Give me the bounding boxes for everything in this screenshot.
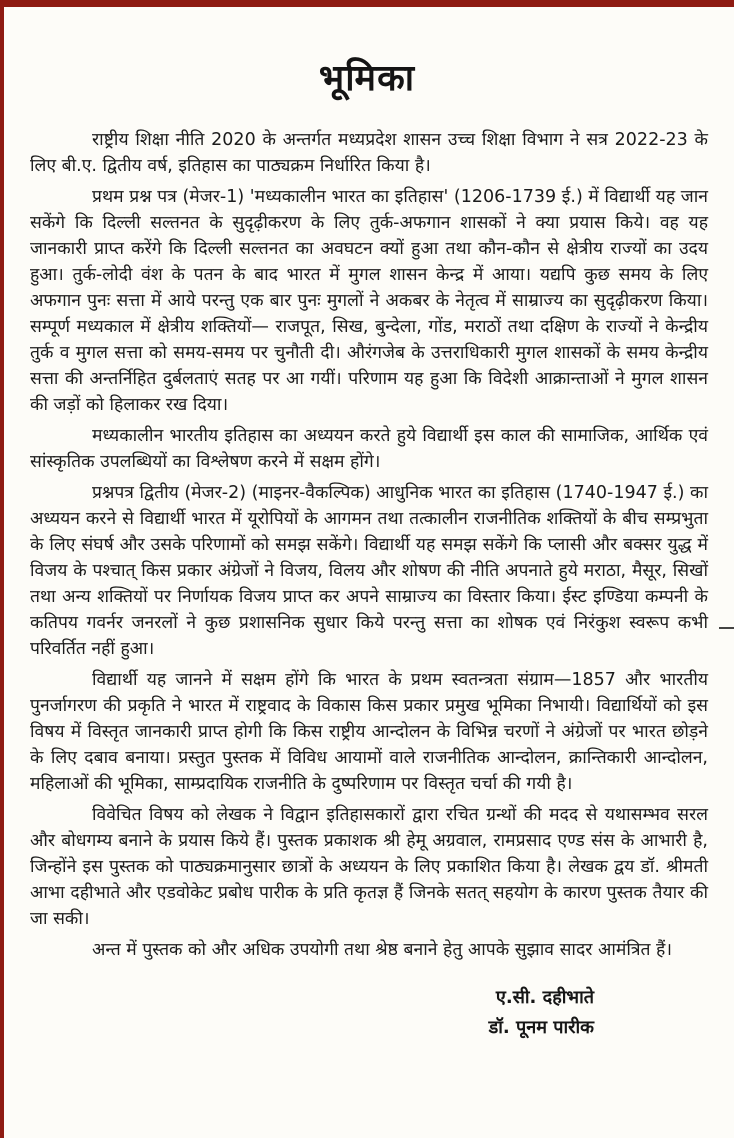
preface-paragraph-1: राष्ट्रीय शिक्षा नीति 2020 के अन्तर्गत मध्यप्रदेश शासन उच्च शिक्षा विभाग ने सत्र 2022-23 के लिए बी.ए. द्वितीय वर्ष, इतिहास का पाठ्यक्रम निर्धारित किया है। [30,130,708,176]
signature-author-2: डॉ. पूनम पारीक [488,1017,594,1038]
preface-paragraph-2: प्रथम प्रश्न पत्र (मेजर-1) 'मध्यकालीन भारत का इतिहास' (1206-1739 ई.) में विद्यार्थी यह जान सकेंगे कि दिल्ली सल्तनत के सुदृढ़ीकरण के लिए तुर्क-अफगान शासकों ने क्या प्रयास किये। वह यह जानकारी प्राप्त करेंगे कि दिल्ली सल्तनत का अवघटन क्यों हुआ तथा कौन-कौन से क्षेत्रीय राज्यों का उदय हुआ। तुर्क-लोदी वंश के पतन के बाद भारत में मुगल शासन केन्द्र में आया। यद्यपि कुछ समय के लिए अफगान पुनः सत्ता में आये परन्तु एक बार पुनः मुगलों ने अकबर के नेतृत्व में साम्राज्य का सुदृढ़ीकरण किया। सम्पूर्ण मध्यकाल में क्षेत्रीय शक्तियों— राजपूत, सिख, बुन्देला, गोंड, मराठों तथा दक्षिण के राज्यों ने केन्द्रीय तुर्क व मुगल सत्ता को समय-समय पर चुनौती दी। औरंगजेब के उत्तराधिकारी मुगल शासकों के समय केन्द्रीय सत्ता की अन्तर्निहित दुर्बलताएं सतह पर आ गयीं। परिणाम यह हुआ कि विदेशी आक्रान्ताओं ने मुगल शासन की जड़ों को हिलाकर रख दिया। [30,187,708,415]
author-signatures [0,983,734,1043]
page-title: भूमिका [318,58,416,99]
page-top-binding-edge [0,0,734,7]
preface-paragraph-3: मध्यकालीन भारतीय इतिहास का अध्ययन करते हुये विद्यार्थी इस काल की सामाजिक, आर्थिक एवं सांस्कृतिक उपलब्धियों का विश्लेषण करने में सक्षम होंगे। [30,426,708,472]
preface-body [0,127,734,963]
signature-author-1: ए.सी. दहीभाते [495,987,594,1008]
preface-paragraph-4: प्रश्नपत्र द्वितीय (मेजर-2) (माइनर-वैकल्पिक) आधुनिक भारत का इतिहास (1740-1947 ई.) का अध्ययन करने से विद्यार्थी भारत में यूरोपियों के आगमन तथा तत्कालीन राजनीतिक शक्तियों के बीच सम्प्रभुता के लिए संघर्ष और उसके परिणामों को समझ सकेंगे। विद्यार्थी यह समझ सकेंगे कि प्लासी और बक्सर युद्ध में विजय के पश्चात् किस प्रकार अंग्रेजों ने विजय, विलय और शोषण की नीति अपनाते हुये मराठा, मैसूर, सिखों तथा अन्य शक्तियों पर निर्णायक विजय प्राप्त कर अपने साम्राज्य का विस्तार किया। ईस्ट इण्डिया कम्पनी के कतिपय गवर्नर जनरलों ने कुछ प्रशासनिक सुधार किये परन्तु सत्ता का शोषक एवं निरंकुश स्वरूप कभी परिवर्तित नहीं हुआ। [30,483,708,659]
preface-paragraph-7: अन्त में पुस्तक को और अधिक उपयोगी तथा श्रेष्ठ बनाने हेतु आपके सुझाव सादर आमंत्रित हैं। [92,940,672,960]
right-margin-dash [719,627,734,629]
preface-paragraph-5: विद्यार्थी यह जानने में सक्षम होंगे कि भारत के प्रथम स्वतन्त्रता संग्राम—1857 और भारतीय पुनर्जागरण की प्रकृति ने भारत में राष्ट्रवाद के विकास किस प्रकार प्रमुख भूमिका निभायी। विद्यार्थियों को इस विषय में विस्तृत जानकारी प्राप्त होगी कि किस राष्ट्रीय आन्दोलन के विभिन्न चरणों ने अंग्रेजों पर भारत छोड़ने के लिए दबाव बनाया। प्रस्तुत पुस्तक में विविध आयामों वाले राजनीतिक आन्दोलन, क्रान्तिकारी आन्दोलन, महिलाओं की भूमिका, साम्प्रदायिक राजनीति के दुष्परिणाम पर विस्तृत चर्चा की गयी है। [30,670,708,794]
preface-paragraph-6: विवेचित विषय को लेखक ने विद्वान इतिहासकारों द्वारा रचित ग्रन्थों की मदद से यथासम्भव सरल और बोधगम्य बनाने के प्रयास किये हैं। पुस्तक प्रकाशक श्री हेमू अग्रवाल, रामप्रसाद एण्ड संस के आभारी है, जिन्होंने इस पुस्तक को पाठ्यक्रमानुसार छात्रों के अध्ययन के लिए प्रकाशित किया है। लेखक द्वय डॉ. श्रीमती आभा दहीभाते और एडवोकेट प्रबोध पारीक के प्रति कृतज्ञ हैं जिनके सतत् सहयोग के कारण पुस्तक तैयार की जा सकी। [30,805,708,929]
page-left-binding-edge [0,0,4,1138]
